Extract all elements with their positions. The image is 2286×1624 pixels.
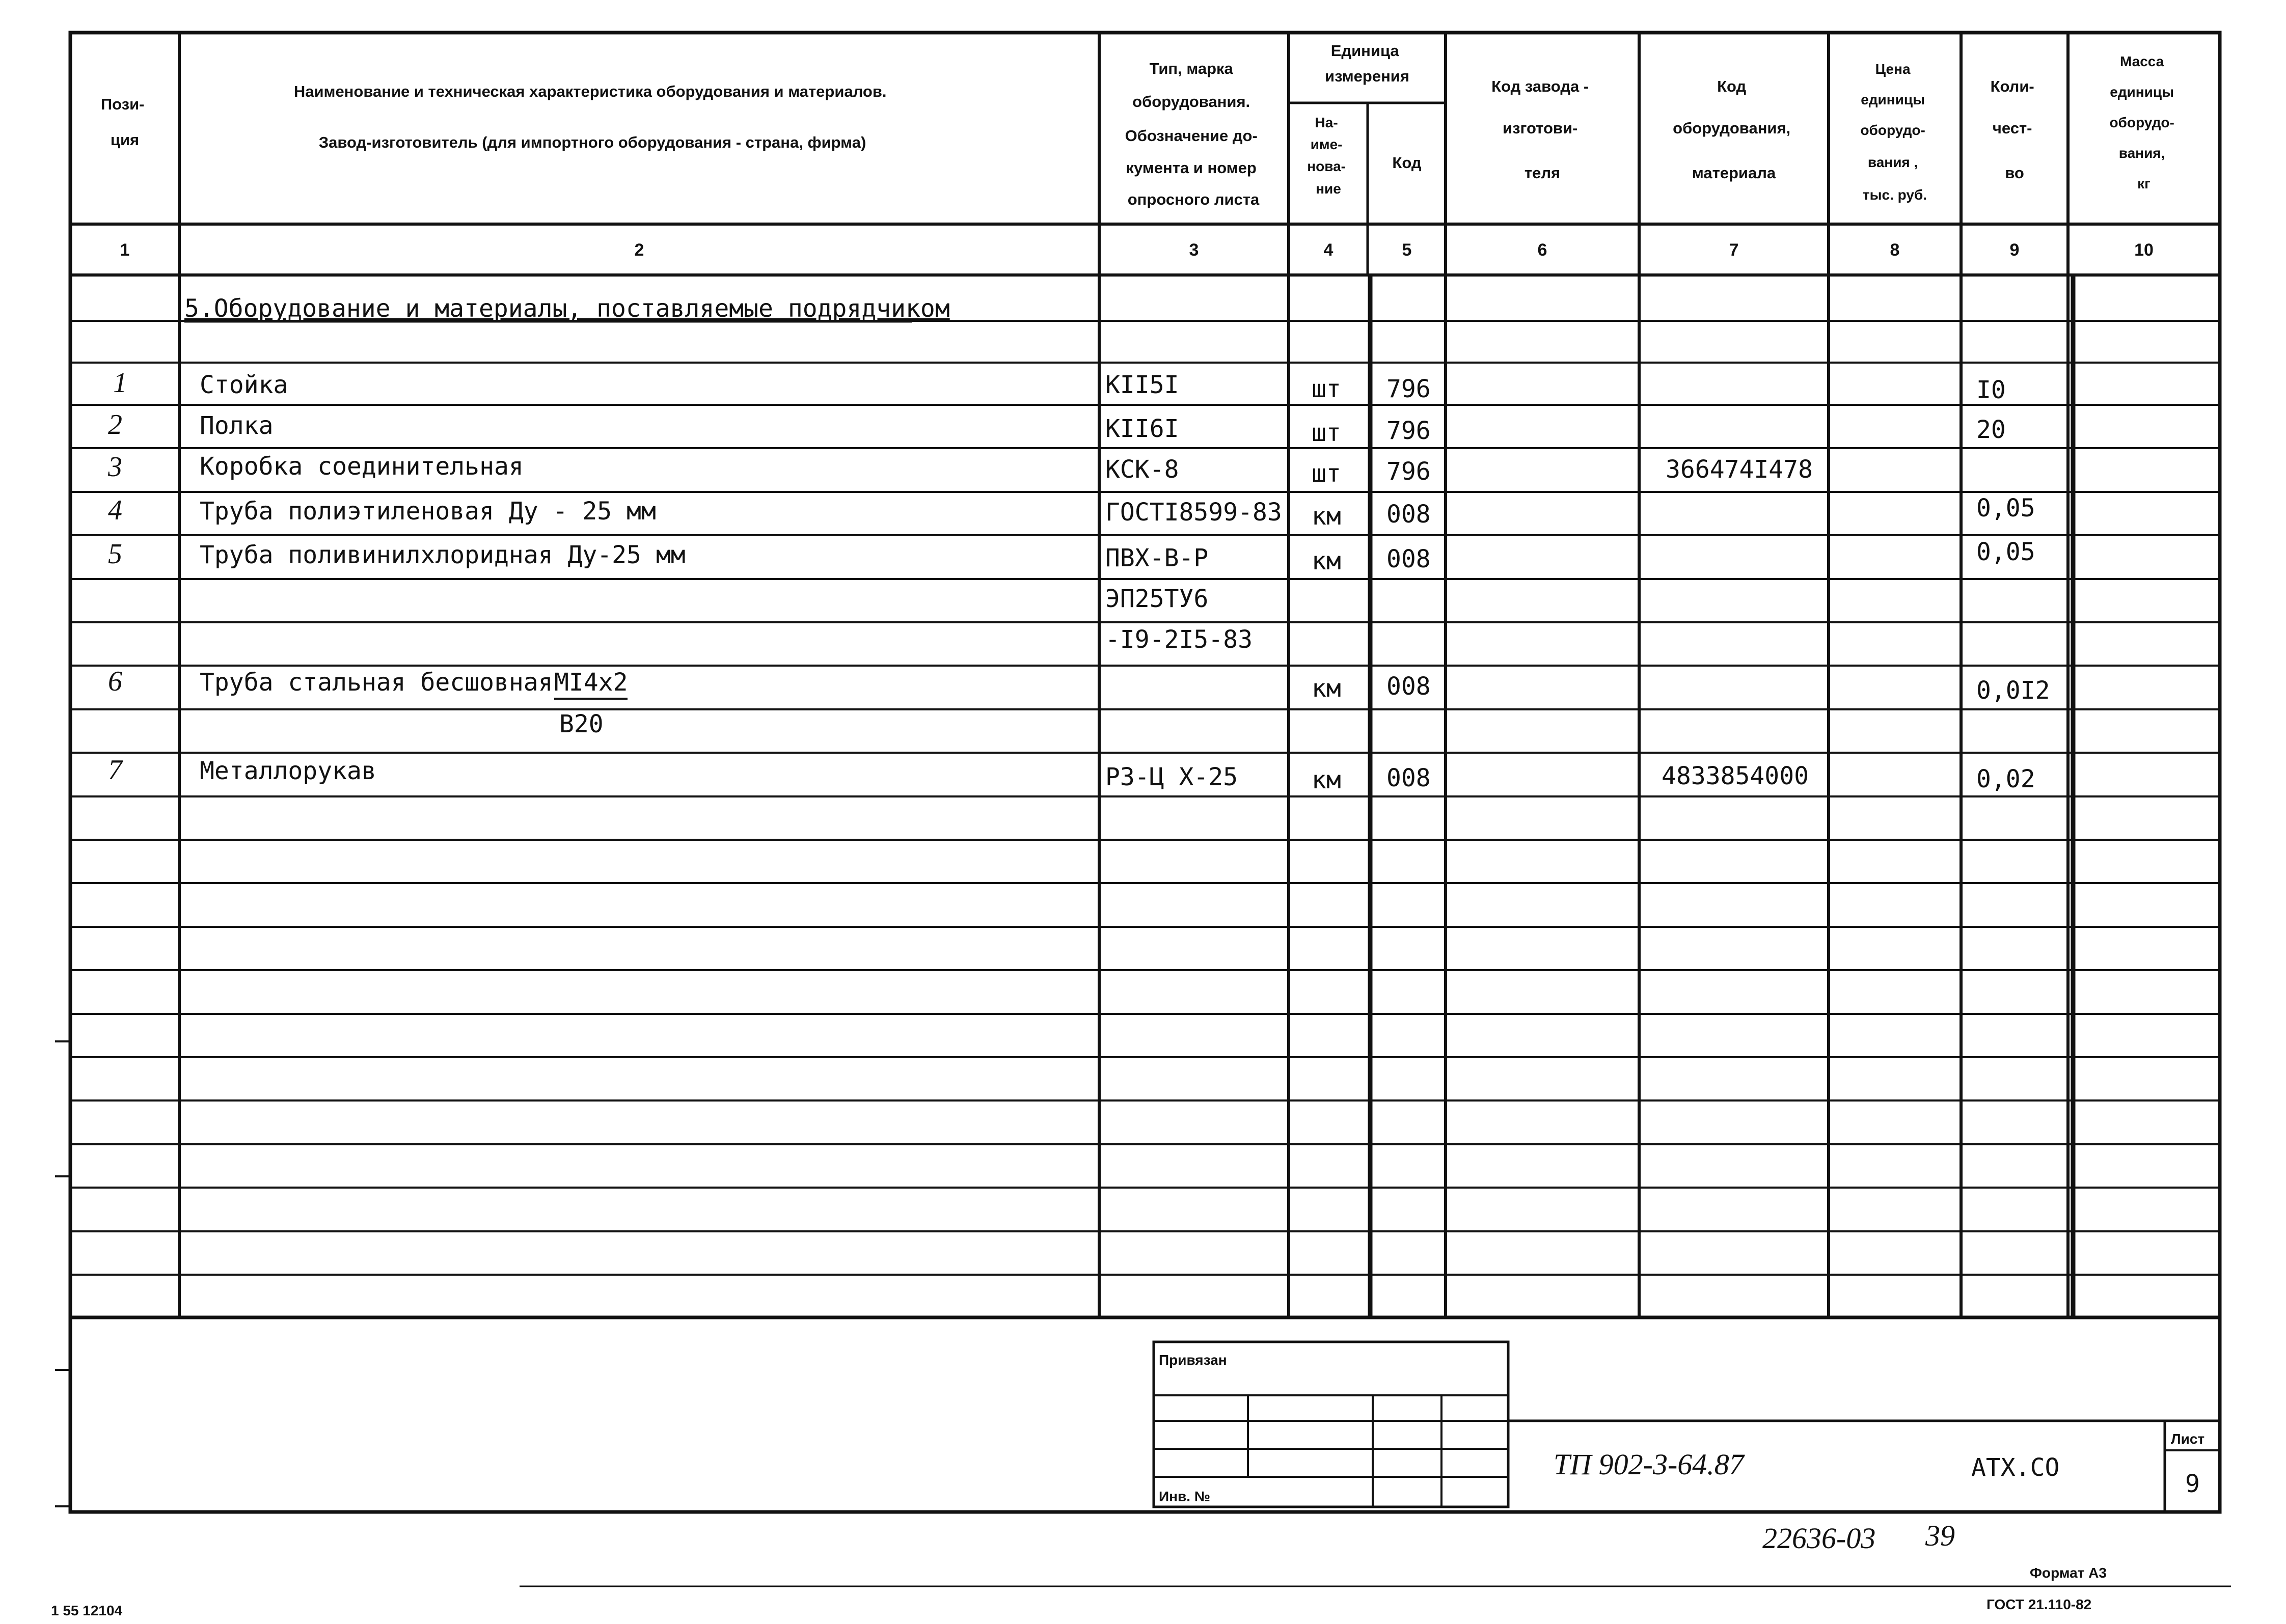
item-unit: км (1312, 547, 1341, 575)
sheet-number: 9 (2185, 1470, 2200, 1498)
colnum: 1 (120, 240, 130, 260)
item-type: РЗ-Ц Х-25 (1105, 763, 1238, 791)
table-row (108, 754, 2035, 794)
item-quantity: I0 (1976, 376, 2006, 404)
item-material-code: 4833854000 (1662, 762, 1809, 790)
item-unit: км (1312, 502, 1341, 531)
sheet-label: Лист (2171, 1431, 2205, 1447)
stamp-privyazan: Привязан (1159, 1352, 1227, 1368)
footer (51, 1519, 2107, 1618)
item-name: Труба поливинилхлоридная Ду-25 мм (200, 541, 686, 569)
table-body (107, 294, 2050, 794)
colnum: 6 (1537, 240, 1547, 260)
colnum: 7 (1729, 240, 1739, 260)
colnum: 4 (1323, 240, 1334, 260)
gost-label: ГОСТ 21.110-82 (1986, 1597, 2092, 1612)
header-c4: На- име- нова- ние (1307, 115, 1346, 197)
item-type: ГОСТI8599-83 (1105, 498, 1282, 527)
column-numbers (120, 240, 2154, 260)
item-unit-code: 796 (1386, 375, 1431, 403)
header-c6: Код завода - изготови- теля (1491, 77, 1589, 182)
item-name: Труба стальная бесшовная (200, 668, 553, 697)
header-c10: Масса единицы оборудо- вания, кг (2109, 53, 2174, 191)
colnum: 10 (2134, 240, 2154, 260)
item-unit-code: 796 (1386, 457, 1431, 486)
item-unit-code: 796 (1386, 417, 1431, 445)
item-type-line2: ЭП25ТУ6 (1105, 585, 1209, 613)
item-material-code: 366474I478 (1666, 455, 1813, 484)
item-unit: шт (1312, 375, 1341, 403)
document-code: ТП 902-3-64.87 (1554, 1448, 1744, 1481)
header-c3: Тип, марка оборудования. Обозначение до- кумента и номер опросного листа (1125, 60, 1260, 208)
item-quantity: 0,0I2 (1976, 676, 2050, 705)
item-name: Полка (200, 411, 274, 440)
header-c9: Коли- чест- во (1990, 77, 2034, 182)
item-position: 7 (108, 754, 122, 786)
header-c1: Пози- ция (100, 95, 145, 149)
item-position: 4 (108, 494, 122, 526)
item-unit-code: 008 (1386, 764, 1431, 792)
header-c8: Цена единицы оборудо- вания , тыс. руб. (1860, 61, 1927, 203)
item-type: КСК-8 (1105, 455, 1179, 484)
item-position: 1 (113, 367, 127, 399)
corner-code: 1 55 12104 (51, 1603, 123, 1618)
table-row (108, 494, 2035, 531)
item-type: ПВХ-В-Р (1105, 544, 1209, 572)
item-quantity: 20 (1976, 416, 2006, 444)
title-block (1159, 1352, 2205, 1504)
item-name: Стойка (200, 371, 288, 399)
colnum: 5 (1402, 240, 1412, 260)
item-position: 3 (108, 451, 122, 483)
table-row (113, 367, 2006, 404)
stamp-inv: Инв. № (1159, 1489, 1211, 1504)
item-unit-code: 008 (1386, 672, 1431, 701)
handwritten-page: 39 (1925, 1519, 1955, 1552)
colnum: 9 (2009, 240, 2020, 260)
item-name: Металлорукав (200, 757, 376, 785)
table-row (108, 409, 2006, 447)
item-unit-code: 008 (1386, 545, 1431, 573)
table-row (107, 451, 1813, 488)
header-unit-group: Единица измерения (1325, 42, 1409, 85)
item-unit: км (1312, 674, 1341, 703)
item-quantity: 0,02 (1976, 765, 2035, 793)
table-row (108, 538, 2035, 654)
section-title: 5.Оборудование и материалы, поставляемые подрядчиком (184, 294, 950, 323)
item-name: Труба полиэтиленовая Ду - 25 мм (200, 497, 656, 526)
item-type: КII5I (1105, 371, 1179, 399)
handwritten-code: 22636-03 (1762, 1522, 1876, 1555)
colnum: 8 (1890, 240, 1900, 260)
item-name-suffix: МI4х2 (554, 668, 628, 697)
colnum: 3 (1189, 240, 1199, 260)
item-quantity: 0,05 (1976, 494, 2035, 522)
item-position: 5 (108, 538, 122, 570)
item-unit: шт (1312, 459, 1341, 488)
colnum: 2 (634, 240, 644, 260)
item-name-sub: В20 (559, 710, 604, 738)
item-position: 2 (108, 409, 122, 441)
item-type-line3: -I9-2I5-83 (1105, 625, 1253, 654)
format-label: Формат А3 (2030, 1565, 2107, 1581)
document-mark: АТХ.СО (1971, 1453, 2060, 1482)
header-c5: Код (1392, 154, 1422, 172)
item-unit: шт (1312, 419, 1341, 447)
table-grid (55, 33, 2231, 1586)
table-header (101, 42, 2179, 208)
item-name: Коробка соединительная (200, 452, 524, 481)
table-row (108, 666, 2050, 738)
item-type: КII6I (1105, 415, 1179, 443)
item-position: 6 (108, 666, 122, 697)
item-quantity: 0,05 (1976, 538, 2035, 566)
header-c2: Наименование и техническая характеристика оборудования и материалов. Завод-изготовитель (для импортного оборудования - страна, фирма) (293, 82, 887, 151)
item-unit: км (1312, 766, 1341, 794)
item-unit-code: 008 (1386, 500, 1431, 529)
header-c7: Код оборудования, материала (1673, 77, 1791, 182)
